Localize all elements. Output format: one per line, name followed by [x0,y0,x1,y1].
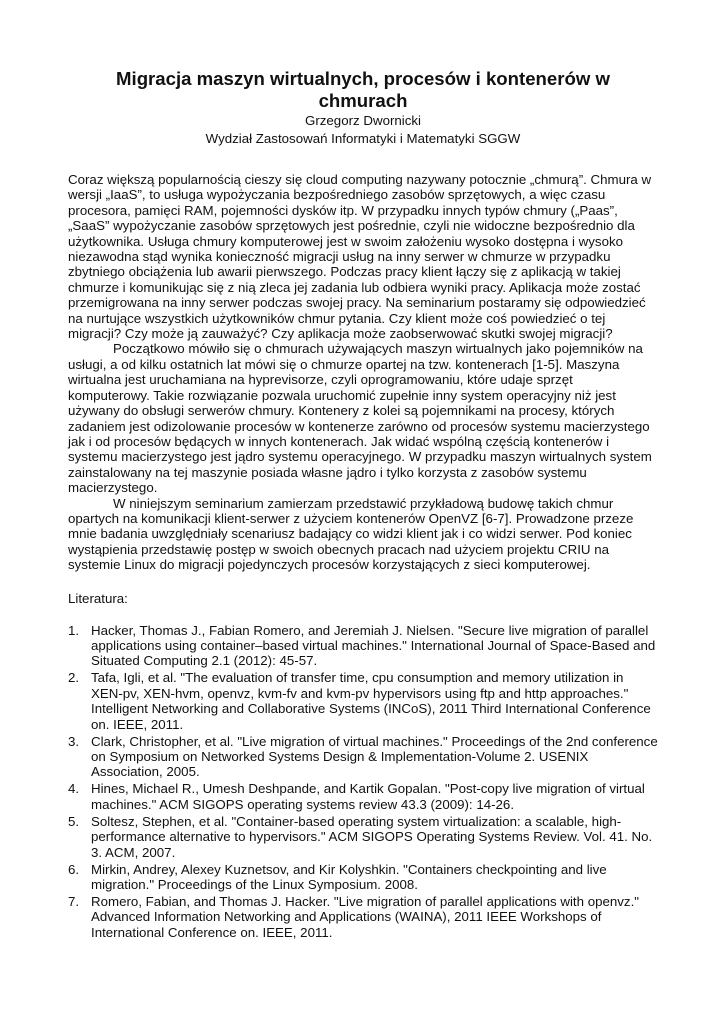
reference-text: Hines, Michael R., Umesh Deshpande, and Kartik Gopalan. "Post-copy live migration of virtual machines." ACM SIGOPS operating systems review 43.3 (2009): 14-26. [91,781,645,812]
reference-text: Mirkin, Andrey, Alexey Kuznetsov, and Kir Kolyshkin. "Containers checkpointing and live migration." Proceedings of the Linux Symposium. 2008. [91,861,607,893]
abstract-paragraph-2: Początkowo mówiło się o chmurach używających maszyn wirtualnych jako pojemników na usługi, a od kilku ostatnich lat mówi się o chmurze opartej na tzw. kontenerach [1-5]. Maszyna wirtualna jest uruchamiana na hyprevisorze, czyli oprogramowaniu, które udaje sprzęt komputerowy. Takie rozwiązanie pozwala uruchomić zupełnie inny system operacyjny niż jest używany do obsługi serwerów chmury. Kontenery z kolei są pojemnikami na procesy, których zadaniem jest odizolowanie procesów w kontenerze zarówno od procesów systemu macierzystego jak i od procesów będących w innych kontenerach. Jak widać wspólną częścią kontenerów i systemu macierzystego jest jądro systemu operacyjnego. W przypadku maszyn wirtualnych system zainstalowany na tej maszynie posiada własne jądro i tylko korzysta z zasobów systemu macierzystego. [68,341,652,496]
reference-item [68,623,658,669]
reference-list [68,623,658,941]
reference-number: 7. [68,894,80,910]
paper-author: Grzegorz Dwornicki [304,113,421,128]
reference-number: 5. [68,813,80,829]
literature-heading: Literatura: [68,590,128,606]
reference-number: 2. [68,670,80,686]
abstract-paragraph-1: Coraz większą popularnością cieszy się cloud computing nazywany potocznie „chmurą”. Chmura w wersji „IaaS”, to usługa wypożyczania bezpośredniego zasobów sprzętowych, a więc czasu procesora, pamięci RAM, pojemności dysków itp. W przypadku innych typów chmury („Paas”, „SaaS” wypożyczanie zasobów sprzętowych jest pośrednie, czyli nie widoczne bezpośrednio dla użytkownika. Usługa chmury komputerowej jest w swoim założeniu wysoko dostępna i wysoko niezawodna stąd wynika konieczność migracji usług na inny serwer w chmurze w przypadku zbytniego obciążenia lub awarii pierwszego. Podczas pracy klient łączy się z aplikacją w takiej chmurze i komunikując się z nią zleca jej zadania lub odbiera wyniki pracy. Aplikacja może zostać przemigrowana na inny serwer podczas swojej pracy. Na seminarium postaramy się odpowiedzieć na nurtujące wszystkich użytkowników chmur pytania. Czy klient może coś powiedzieć o tej migracji? Czy może ją zauważyć? Czy aplikacja może zaobserwować skutki swojej migracji? [68,172,652,342]
reference-text: Romero, Fabian, and Thomas J. Hacker. "Live migration of parallel applications with openvz." Advanced Information Networking and Applications (WAINA), 2011 IEEE Workshops of International Conference on. IEEE, 2011. [91,894,639,940]
reference-text: Tafa, Igli, et al. "The evaluation of transfer time, cpu consumption and memory utilization in XEN-pv, XEN-hvm, openvz, kvm-fv and kvm-pv hypervisors using ftp and http approaches." Intelligent Networking and Collaborative Systems (INCoS), 2011 Third International Conference on. IEEE, 2011. [91,670,651,732]
reference-item [68,734,658,780]
reference-item [68,670,658,732]
reference-number: 1. [68,622,80,638]
reference-item [68,894,658,940]
reference-item [68,862,658,893]
reference-text: Hacker, Thomas J., Fabian Romero, and Jeremiah J. Nielsen. "Secure live migration of parallel applications using container–based virtual machines." International Journal of Space-Based and Situated Computing 2.1 (2012): 45-57. [91,622,656,669]
paper-affiliation: Wydział Zastosowań Informatyki i Matematyki SGGW [205,131,521,146]
reference-text: Soltesz, Stephen, et al. "Container-based operating system virtualization: a scalable, high-performance alternative to hypervisors." ACM SIGOPS Operating Systems Review. Vol. 41. No. 3. ACM, 2007. [91,813,653,860]
abstract-body [68,172,658,573]
reference-item [68,814,658,860]
document-page [68,68,658,954]
reference-number: 3. [68,733,80,749]
reference-number: 6. [68,861,80,877]
reference-text: Clark, Christopher, et al. "Live migration of virtual machines." Proceedings of the 2nd conference on Symposium on Networked Systems Design & Implementation-Volume 2. USENIX Association, 2005. [91,733,658,780]
reference-item [68,781,658,812]
reference-number: 4. [68,781,80,797]
paper-title: Migracja maszyn wirtualnych, procesów i kontenerów w chmurach [116,68,610,111]
abstract-paragraph-3: W niniejszym seminarium zamierzam przedstawić przykładową budowę takich chmur opartych na komunikacji klient-serwer z użyciem kontenerów OpenVZ [6-7]. Prowadzone przeze mnie badania uwzględniały scenariusz badający co widzi klient jak i co widzi serwer. Pod koniec wystąpienia przedstawię postęp w swoich obecnych pracach nad użyciem projektu CRIU na systemie Linux do migracji pojedynczych procesów korzystających z sieci komputerowej. [68,495,634,573]
